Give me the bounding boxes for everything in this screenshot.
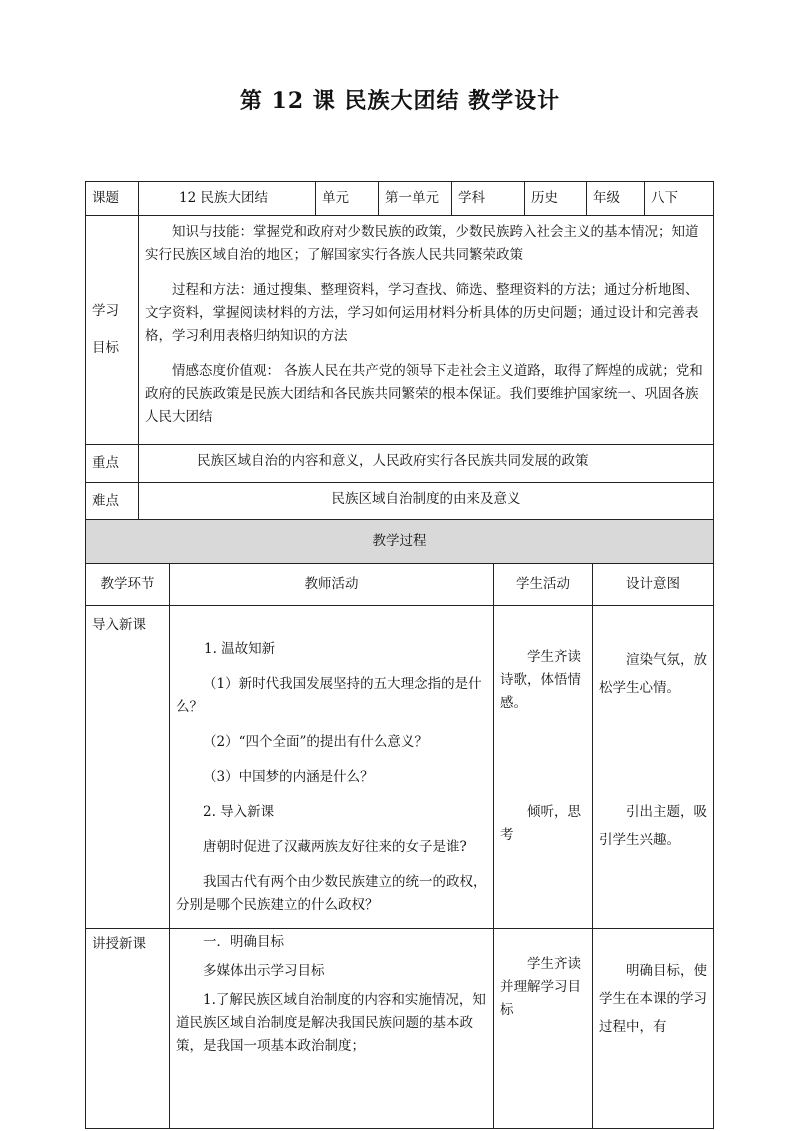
teacher-intro <box>170 606 494 929</box>
lesson-info-table <box>85 181 714 521</box>
key-point-text: 民族区域自治的内容和意义，人民政府实行各民族共同发展的政策 <box>139 445 714 483</box>
objective-process: 过程和方法：通过搜集、整理资料，学习查找、筛选、整理资料的方法；通过分析地图、文字资料，掌握阅读材料的方法，学习如何运用材料分析具体的历史问题；通过设计和完善表格，学习利用表格归纳知识的方法 <box>145 282 699 344</box>
teacher-new-lesson <box>170 929 494 1129</box>
intent-new-lesson <box>593 929 714 1129</box>
list-item: （2）“四个全面”的提出有什么意义？ <box>203 734 428 750</box>
objectives-label <box>86 216 139 445</box>
topic-value: 12 民族大团结 <box>139 182 316 216</box>
unit-label: 单元 <box>316 182 379 216</box>
list-item: 2. 导入新课 <box>203 804 275 820</box>
page-title: 第 12 课 民族大团结 教学设计 <box>239 88 561 114</box>
list-item: 1. 温故知新 <box>204 641 276 657</box>
list-item: （1）新时代我国发展坚持的五大理念指的是什么？ <box>176 676 482 715</box>
student-intro <box>494 606 593 929</box>
topic-label: 课题 <box>86 182 139 216</box>
student-activity-1: 学生齐读诗歌，体悟情感。 <box>500 649 581 711</box>
intent-intro <box>593 606 714 929</box>
list-item: 一．明确目标 <box>203 934 284 950</box>
objectives-label-line2: 目标 <box>92 340 119 356</box>
intent-2: 引出主题，吸引学生兴趣。 <box>599 804 707 848</box>
stage-new-lesson: 讲授新课 <box>86 929 170 1129</box>
difficulty-text: 民族区域自治制度的由来及意义 <box>139 483 714 521</box>
difficulty-label: 难点 <box>86 483 139 521</box>
student-activity-2: 倾听，思考 <box>500 804 581 843</box>
teaching-process-table <box>85 519 714 1129</box>
subject-label: 学科 <box>452 182 525 216</box>
list-item: （3）中国梦的内涵是什么？ <box>203 769 374 785</box>
subject-value: 历史 <box>525 182 587 216</box>
stage-intro: 导入新课 <box>86 606 170 929</box>
list-item: 我国古代有两个由少数民族建立的统一的政权，分别是哪个民族建立的什么政权？ <box>176 874 487 913</box>
grade-value: 八下 <box>645 182 714 216</box>
col-stage: 教学环节 <box>86 564 170 606</box>
objective-emotion: 情感态度价值观： 各族人民在共产党的领导下走社会主义道路，取得了辉煌的成就；党和政府的民族政策是民族大团结和各民族共同繁荣的根本保证。我们要维护国家统一、巩固各族人民大团结 <box>145 363 703 425</box>
list-item: 1.了解民族区域自治制度的内容和实施情况，知道民族区域自治制度是解决我国民族问题的基本政策，是我国一项基本政治制度； <box>176 992 486 1054</box>
intent-1: 渲染气氛，放松学生心情。 <box>599 652 707 696</box>
list-item: 唐朝时促进了汉藏两族友好往来的女子是谁? <box>203 839 467 855</box>
list-item: 多媒体出示学习目标 <box>203 963 325 979</box>
student-activity-3: 学生齐读并理解学习目标 <box>500 956 581 1018</box>
col-student: 学生活动 <box>494 564 593 606</box>
student-new-lesson <box>494 929 593 1129</box>
col-teacher: 教师活动 <box>170 564 494 606</box>
objectives-label-line1: 学习 <box>92 303 119 319</box>
key-point-label: 重点 <box>86 445 139 483</box>
unit-value: 第一单元 <box>379 182 452 216</box>
grade-label: 年级 <box>587 182 645 216</box>
objectives-content <box>139 216 714 445</box>
intent-3: 明确目标，使学生在本课的学习过程中，有 <box>599 963 707 1035</box>
col-intent: 设计意图 <box>593 564 714 606</box>
process-header: 教学过程 <box>86 520 714 564</box>
objective-knowledge: 知识与技能：掌握党和政府对少数民族的政策，少数民族跨入社会主义的基本情况；知道实行民族区域自治的地区；了解国家实行各族人民共同繁荣政策 <box>145 224 699 263</box>
